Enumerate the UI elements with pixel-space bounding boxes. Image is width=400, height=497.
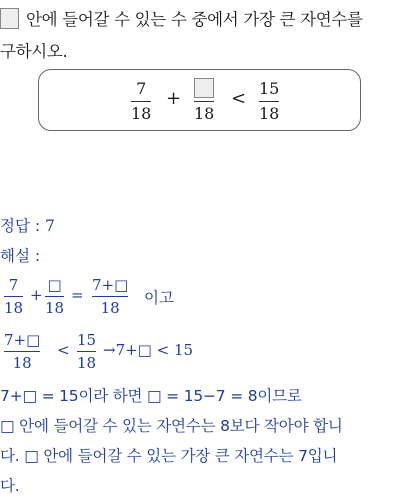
fraction-numerator: 7: [136, 79, 147, 98]
expression-box: [38, 69, 361, 131]
less-than-sign: <: [57, 341, 70, 359]
fraction-15-18: [77, 331, 96, 372]
question-line-2: 구하시오.: [0, 42, 68, 61]
fraction-denominator: 18: [4, 299, 24, 317]
fraction-denominator: 18: [12, 354, 32, 372]
question-line-1-text: 안에 들어갈 수 있는 수 중에서 가장 큰 자연수를: [26, 10, 363, 29]
fraction-7-plus-blank-18: [4, 331, 40, 372]
fraction-bar: [4, 351, 40, 352]
fraction-denominator: 18: [77, 354, 97, 372]
plus-sign: +: [166, 88, 182, 109]
fraction-7-18: [4, 276, 23, 317]
fraction-15-18: [259, 79, 279, 124]
step-1-suffix: 이고: [144, 289, 174, 307]
fraction-bar: [77, 351, 96, 352]
fraction-numerator: 15: [259, 79, 280, 98]
fraction-numerator: □: [47, 276, 62, 294]
solution-step-4: □ 안에 들어갈 수 있는 자연수는 8보다 작아야 합니: [0, 417, 343, 435]
fraction-numerator: 7+□: [4, 331, 41, 349]
fraction-denominator: 18: [45, 299, 65, 317]
blank-square-icon: [0, 8, 19, 29]
answer-label: 정답 :: [0, 217, 46, 235]
fraction-numerator: 7: [8, 276, 19, 294]
plus-sign: +: [30, 286, 43, 304]
solution-label: 해설 :: [0, 247, 41, 265]
fraction-blank-18: [45, 276, 64, 317]
fraction-denominator: 18: [131, 104, 152, 123]
fraction-bar: [131, 101, 151, 102]
fraction-denominator: 18: [194, 104, 215, 123]
fraction-denominator: 18: [259, 104, 280, 123]
question-text: [0, 4, 400, 68]
fraction-7-18: [131, 79, 151, 124]
fraction-numerator: 7+□: [92, 276, 129, 294]
fraction-bar: [45, 296, 64, 297]
blank-square-icon: [194, 78, 214, 98]
solution-step-6: 다.: [0, 477, 20, 495]
fraction-numerator: [194, 77, 214, 99]
step-2-conclusion: →7+□ < 15: [103, 341, 194, 359]
fraction-bar: [92, 296, 128, 297]
fraction-denominator: 18: [100, 299, 120, 317]
fraction-bar: [194, 101, 214, 102]
question-line-1: [0, 4, 400, 36]
fraction-bar: [4, 296, 23, 297]
less-than-sign: <: [231, 88, 247, 109]
equals-sign: =: [71, 286, 84, 304]
fraction-blank-18: [194, 77, 214, 124]
fraction-numerator: 15: [77, 331, 97, 349]
solution-step-5: 다. □ 안에 들어갈 수 있는 가장 큰 자연수는 7입니: [0, 447, 338, 465]
answer-line: [0, 214, 55, 236]
fraction-bar: [259, 101, 279, 102]
answer-value: 7: [45, 217, 55, 235]
fraction-7-plus-blank-18: [92, 276, 128, 317]
solution-step-3: 7+□ = 15이라 하면 □ = 15−7 = 8이므로: [0, 387, 302, 405]
